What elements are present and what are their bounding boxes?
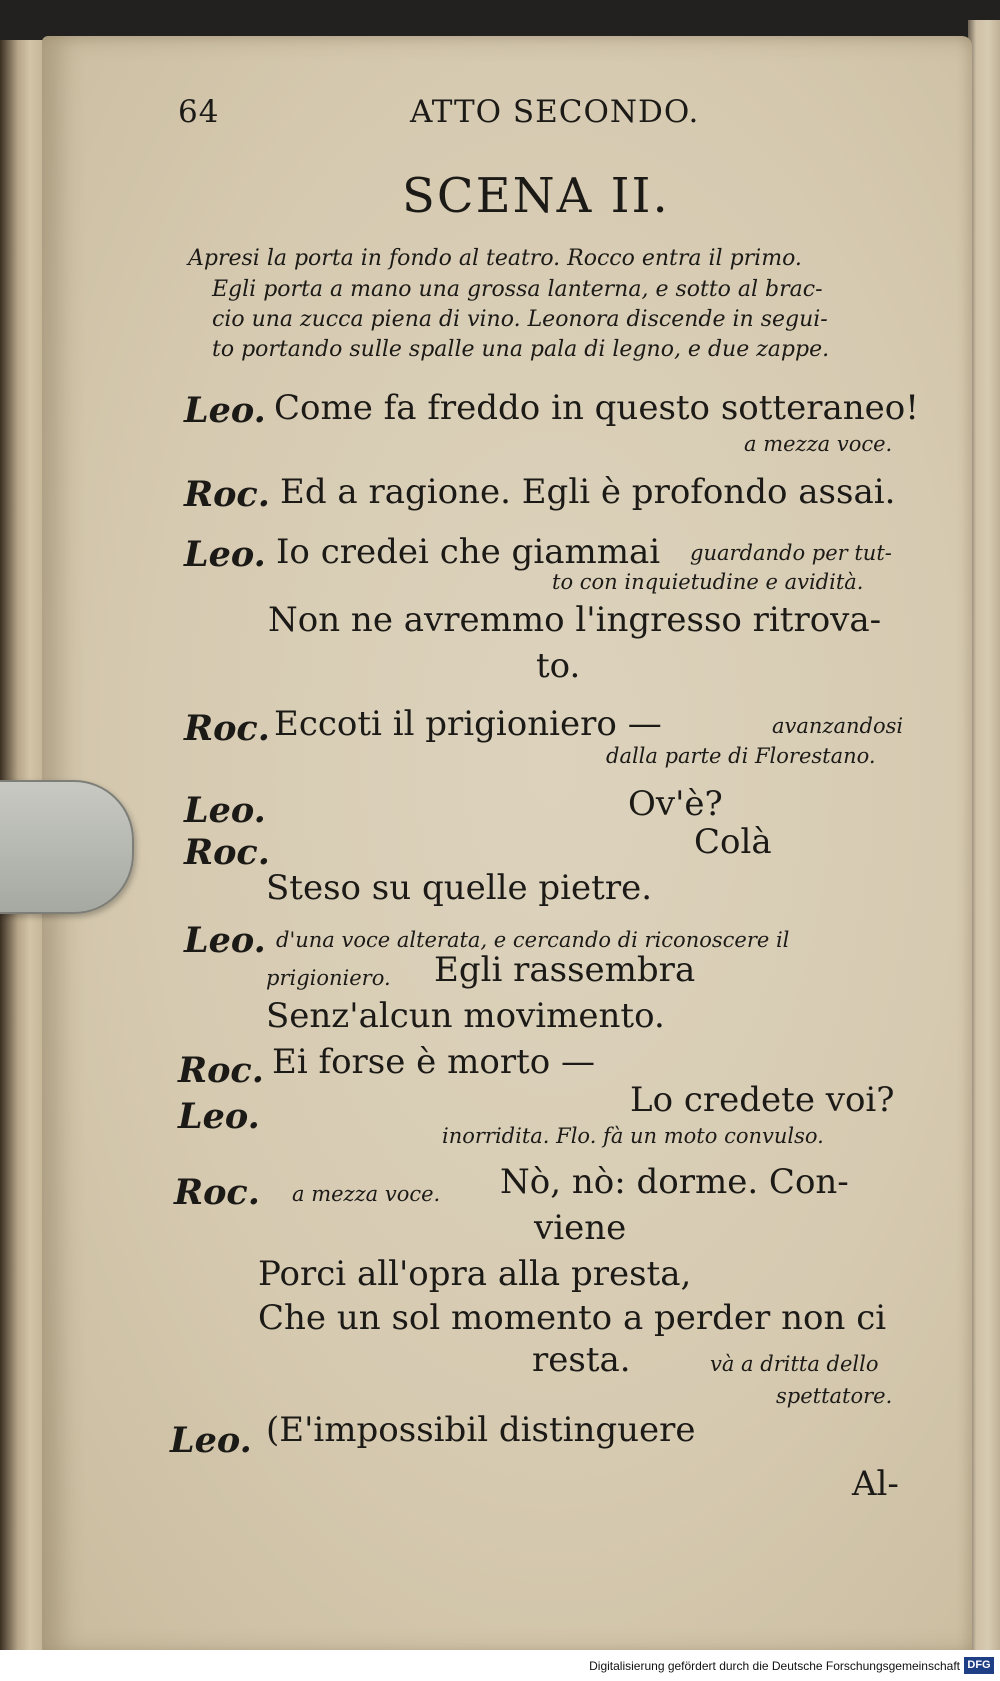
verse-line: Lo credete voi?: [630, 1080, 895, 1120]
verse-line: Porci all'opra alla presta,: [258, 1254, 692, 1294]
verse-line: Ei forse è morto —: [272, 1042, 596, 1082]
performance-direction: avanzandosi: [772, 714, 904, 738]
stage-direction-line-4: to portando sulle spalle una pala di legno, e due zappe.: [212, 337, 830, 362]
speaker-label: Roc.: [174, 1172, 260, 1213]
speaker-label: Leo.: [184, 534, 266, 575]
speaker-label: Leo.: [184, 390, 266, 431]
performance-direction: spettatore.: [776, 1384, 893, 1408]
stage-direction-line-3: cio una zucca piena di vino. Leonora discende in segui-: [212, 307, 828, 332]
performance-direction: d'una voce alterata, e cercando di riconoscere il: [276, 928, 790, 952]
speaker-label: Roc.: [184, 832, 270, 873]
performance-direction: a mezza voce.: [744, 432, 893, 456]
running-head: ATTO SECONDO.: [410, 94, 700, 130]
speaker-label: Roc.: [184, 708, 270, 749]
performance-direction: inorridita. Flo. fà un moto convulso.: [442, 1124, 824, 1148]
verse-line: Nò, nò: dorme. Con-: [500, 1162, 849, 1202]
speaker-label: Leo.: [184, 790, 266, 831]
performance-direction: và a dritta dello: [710, 1352, 879, 1376]
speaker-label: Leo.: [178, 1096, 260, 1137]
speaker-label: Leo.: [184, 920, 266, 961]
verse-line: Eccoti il prigioniero —: [274, 704, 662, 744]
verse-line: Che un sol momento a perder non ci: [258, 1298, 887, 1338]
verse-line: Steso su quelle pietre.: [266, 868, 653, 908]
verse-line: Io credei che giammai: [276, 532, 661, 572]
verse-line: Colà: [694, 822, 772, 862]
performance-direction: dalla parte di Florestano.: [606, 744, 876, 768]
speaker-label: Roc.: [178, 1050, 264, 1091]
performance-direction: to con inquietudine e avidità.: [552, 570, 864, 594]
verse-line-continuation: viene: [534, 1208, 627, 1248]
verse-line: (E'impossibil distinguere: [266, 1410, 696, 1450]
verse-line: Ov'è?: [628, 784, 723, 824]
performance-direction: a mezza voce.: [292, 1182, 441, 1206]
stage-direction-line-1: Apresi la porta in fondo al teatro. Rocco entra il primo.: [188, 246, 802, 271]
page-clip: [0, 780, 134, 914]
performance-direction: prigioniero.: [266, 966, 391, 990]
verse-line: Come fa freddo in questo sotteraneo!: [274, 388, 919, 428]
verse-line-continuation: to.: [536, 646, 581, 686]
page-number: 64: [178, 94, 220, 130]
verse-line: Ed a ragione. Egli è profondo assai.: [280, 472, 896, 512]
stage-direction-line-2: Egli porta a mano una grossa lanterna, e sotto al brac-: [212, 277, 823, 302]
verse-line: Egli rassembra: [434, 950, 696, 990]
speaker-label: Roc.: [184, 474, 270, 515]
verse-line-continuation: resta.: [532, 1340, 631, 1380]
verse-line: Senz'alcun movimento.: [266, 996, 665, 1036]
verse-line: Non ne avremmo l'ingresso ritrova-: [268, 600, 882, 640]
digitization-credit: Digitalisierung gefördert durch die Deutsche Forschungsgemeinschaft: [589, 1659, 960, 1673]
dfg-logo: DFG: [964, 1657, 994, 1674]
catchword: Al-: [852, 1464, 899, 1504]
performance-direction: guardando per tut-: [690, 541, 892, 565]
speaker-label: Leo.: [170, 1420, 252, 1461]
scene-title: SCENA II.: [402, 168, 670, 224]
book-fore-edge-right: [968, 20, 1000, 1660]
